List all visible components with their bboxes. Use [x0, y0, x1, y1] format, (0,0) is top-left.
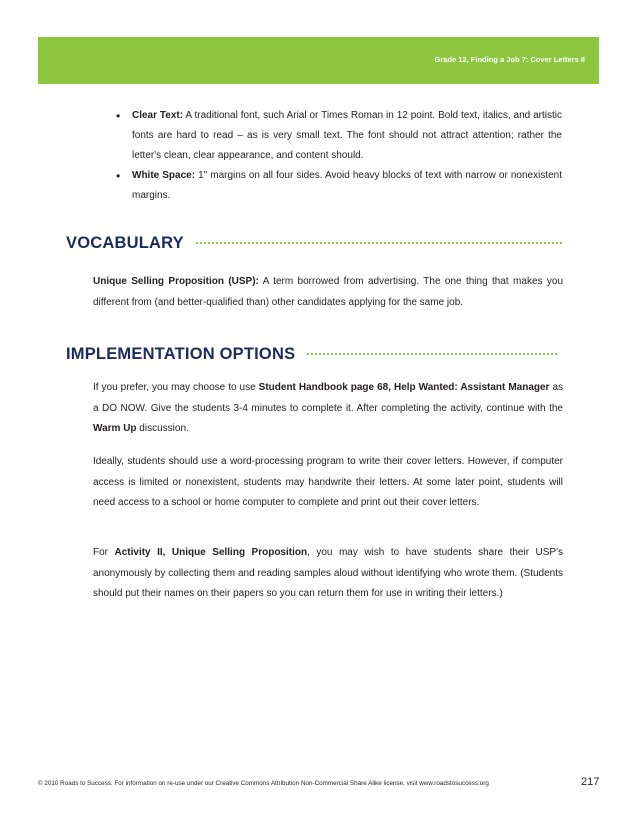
vocabulary-title: VOCABULARY: [66, 233, 184, 252]
bullet-text: A traditional font, such Arial or Times Roman in 12 point. Bold text, italics, and artistic fonts are hard to read – as is very small text. The font should not attract attention; rather the letter's clean, clear appearance, and content should.: [132, 110, 562, 161]
paragraph-text: , you may wish to have students share their USP's anonymously by collecting them and reading samples aloud without identifying who wrote them. (Students should put their names on their papers so you can return them for use in writing their letters.): [93, 547, 563, 599]
page-number: 217: [581, 776, 600, 788]
activity-reference: Activity II, Unique Selling Proposition: [114, 547, 308, 558]
warm-up-reference: Warm Up: [93, 423, 137, 434]
header-bar: [38, 37, 599, 84]
implementation-paragraph-1: [93, 378, 563, 440]
bullet-text: 1" margins on all four sides. Avoid heavy blocks of text with narrow or nonexistent margins.: [132, 170, 562, 201]
paragraph-text: For: [93, 547, 115, 558]
implementation-title: IMPLEMENTATION OPTIONS: [66, 344, 296, 363]
bullet-item: [116, 166, 562, 206]
implementation-heading: [66, 342, 557, 366]
implementation-paragraph-3: [93, 543, 563, 605]
handbook-reference: Student Handbook page 68, Help Wanted: Assistant Manager: [258, 382, 550, 393]
bullet-icon: •: [116, 109, 121, 123]
vocabulary-definition: [93, 272, 563, 313]
paragraph-text: discussion.: [136, 423, 189, 434]
bullet-item: [116, 106, 562, 166]
bullet-icon: •: [116, 169, 121, 183]
dotted-divider: [307, 353, 557, 355]
bullet-term: Clear Text:: [132, 110, 184, 121]
header-title: Grade 12, Finding a Job 7: Cover Letters II: [434, 55, 585, 64]
dotted-divider: [196, 242, 562, 244]
footer-license: © 2010 Roads to Success. For information on re-use under our Creative Commons Attribution Non-Commercial Share Alike license, visit www.roadstosuccess.org: [38, 780, 489, 787]
vocabulary-term: Unique Selling Proposition (USP):: [93, 276, 259, 287]
vocabulary-heading: [66, 231, 562, 255]
implementation-paragraph-2: Ideally, students should use a word-processing program to write their cover letters. However, if computer access is limited or nonexistent, students may handwrite their letters. At some later point, students will need access to a school or home computer to complete and print out their cover letters.: [93, 456, 563, 508]
bullet-list: [116, 106, 562, 206]
paragraph-text: If you prefer, you may choose to use: [93, 382, 259, 393]
paragraph-text: as a DO NOW. Give the students 3-4 minutes to complete it. After completing the activity, continue with the: [93, 382, 564, 414]
vocabulary-text: A term borrowed from advertising. The one thing that makes you different from (and better-qualified than) other candidates applying for the same job.: [93, 276, 564, 308]
bullet-term: White Space:: [132, 170, 196, 181]
